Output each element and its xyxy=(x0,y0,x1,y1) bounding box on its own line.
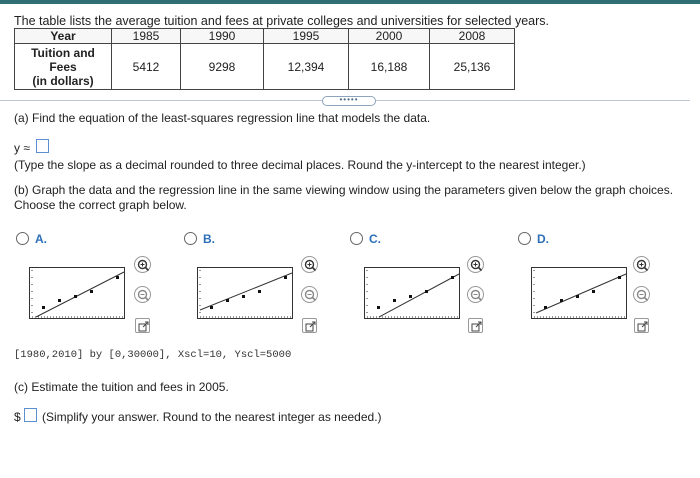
part-b-question: (b) Graph the data and the regression line in the same viewing window using the parameters given below the graph choices. Choose the correct graph below. xyxy=(14,183,674,212)
data-point xyxy=(425,290,428,293)
data-point xyxy=(409,295,412,298)
data-point xyxy=(618,276,621,279)
data-point xyxy=(544,306,547,309)
top-accent-bar xyxy=(0,0,700,4)
data-point xyxy=(560,299,563,302)
data-point xyxy=(284,276,287,279)
choice-b-radio[interactable] xyxy=(184,232,197,245)
part-a-hint: (Type the slope as a decimal rounded to three decimal places. Round the y-intercept to the nearest integer.) xyxy=(14,158,586,172)
table-year-cell: 1990 xyxy=(181,29,264,44)
graph-d-plot xyxy=(532,268,628,320)
zoom-in-icon[interactable] xyxy=(467,256,484,273)
data-point xyxy=(210,306,213,309)
table-value-cell: 9298 xyxy=(181,44,264,90)
data-point xyxy=(58,299,61,302)
data-point xyxy=(90,290,93,293)
row-label-line: Fees xyxy=(49,59,77,74)
estimate-answer-input[interactable] xyxy=(24,408,37,422)
y-approx-label: y ≈ xyxy=(14,141,30,155)
table-value-cell: 16,188 xyxy=(349,44,430,90)
zoom-out-icon[interactable] xyxy=(134,286,151,303)
data-point xyxy=(576,295,579,298)
data-point xyxy=(116,276,119,279)
popout-icon[interactable] xyxy=(634,318,649,333)
graph-c-plot xyxy=(365,268,461,320)
choice-a-radio[interactable] xyxy=(16,232,29,245)
zoom-out-icon[interactable] xyxy=(467,286,484,303)
table-year-cell: 2008 xyxy=(430,29,515,44)
data-point xyxy=(242,295,245,298)
viewing-window-text: [1980,2010] by [0,30000], Xscl=10, Yscl=5000 xyxy=(14,349,292,361)
popout-icon[interactable] xyxy=(302,318,317,333)
choice-b-label[interactable]: B. xyxy=(203,232,215,246)
zoom-out-icon[interactable] xyxy=(633,286,650,303)
regression-answer-input[interactable] xyxy=(36,139,49,153)
data-point xyxy=(393,299,396,302)
popout-icon[interactable] xyxy=(468,318,483,333)
zoom-out-icon[interactable] xyxy=(301,286,318,303)
data-point xyxy=(451,276,454,279)
table-header-row xyxy=(15,29,515,44)
data-table xyxy=(14,28,515,90)
table-data-row xyxy=(15,44,515,90)
zoom-in-icon[interactable] xyxy=(633,256,650,273)
choice-a-label[interactable]: A. xyxy=(35,232,47,246)
data-point xyxy=(377,306,380,309)
zoom-in-icon[interactable] xyxy=(301,256,318,273)
expand-button[interactable]: ••••• xyxy=(322,96,376,106)
data-point xyxy=(42,306,45,309)
data-point xyxy=(74,295,77,298)
part-c-hint: (Simplify your answer. Round to the nearest integer as needed.) xyxy=(42,410,382,424)
table-value-cell: 25,136 xyxy=(430,44,515,90)
table-header-year: Year xyxy=(15,29,112,44)
choice-c-radio[interactable] xyxy=(350,232,363,245)
graph-a-plot xyxy=(30,268,126,320)
part-a-question: (a) Find the equation of the least-squares regression line that models the data. xyxy=(14,111,431,125)
data-point xyxy=(226,299,229,302)
data-point xyxy=(592,290,595,293)
data-point xyxy=(258,290,261,293)
zoom-in-icon[interactable] xyxy=(134,256,151,273)
choice-d-label[interactable]: D. xyxy=(537,232,549,246)
table-value-cell: 12,394 xyxy=(264,44,349,90)
part-c-question: (c) Estimate the tuition and fees in 2005. xyxy=(14,380,229,394)
table-row-label xyxy=(15,44,112,90)
table-year-cell: 1995 xyxy=(264,29,349,44)
graph-c xyxy=(364,267,460,319)
graph-a xyxy=(29,267,125,319)
graph-b xyxy=(197,267,293,319)
choice-d-radio[interactable] xyxy=(518,232,531,245)
graph-b-plot xyxy=(198,268,294,320)
popout-icon[interactable] xyxy=(135,318,150,333)
problem-intro: The table lists the average tuition and fees at private colleges and universities for selected years. xyxy=(14,14,550,28)
currency-symbol: $ xyxy=(14,410,21,424)
choice-c-label[interactable]: C. xyxy=(369,232,381,246)
table-year-cell: 2000 xyxy=(349,29,430,44)
graph-d xyxy=(531,267,627,319)
row-label-line: (in dollars) xyxy=(32,73,94,88)
table-value-cell: 5412 xyxy=(112,44,181,90)
row-label-line: Tuition and xyxy=(31,45,95,60)
table-year-cell: 1985 xyxy=(112,29,181,44)
